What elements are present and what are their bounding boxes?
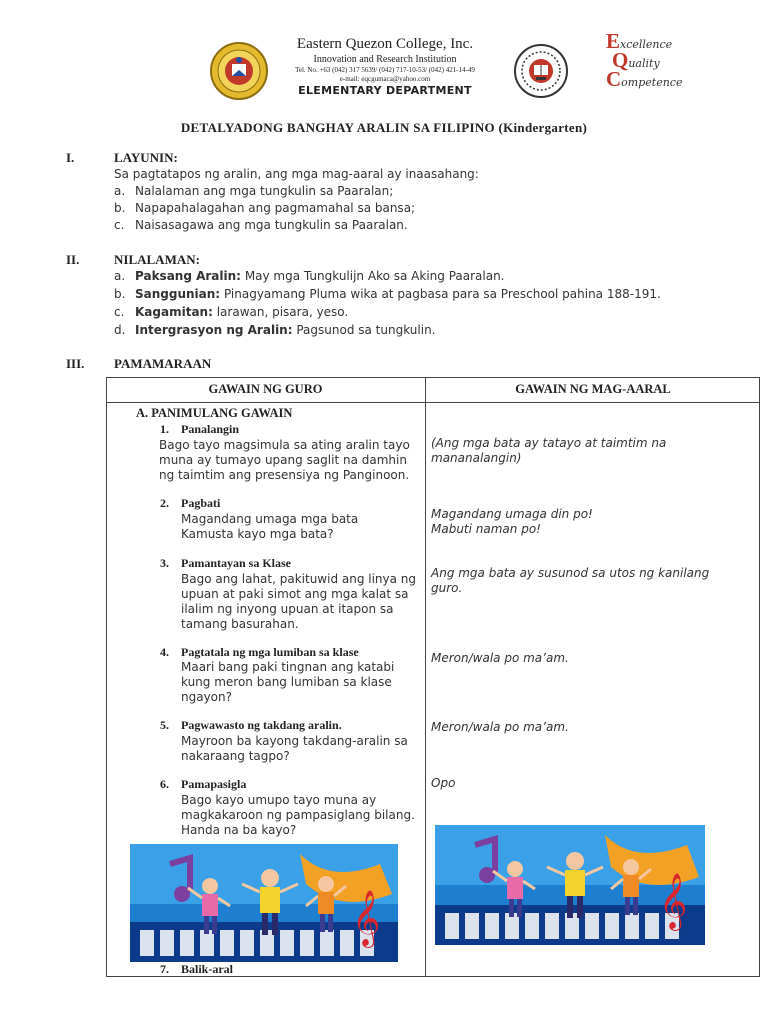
nilalaman-item-b xyxy=(135,287,661,301)
step-1-response: (Ang mga bata ay tatayo at taimtim na mananalangin) xyxy=(431,436,667,465)
step-2-number: 2. xyxy=(160,496,169,510)
step-3-response: Ang mga bata ay susunod sa utos ng kanilang guro. xyxy=(431,566,710,595)
step-4-number: 4. xyxy=(160,645,169,659)
step-7-title: Balik-aral xyxy=(181,962,234,976)
part-a-heading: A. PANIMULANG GAWAIN xyxy=(136,406,293,420)
exercise-illustration-left xyxy=(130,844,398,962)
nilalaman-item-a xyxy=(135,269,505,283)
table-column-divider xyxy=(425,377,426,977)
department-name: ELEMENTARY DEPARTMENT xyxy=(298,84,472,97)
step-4-title: Pagtatala ng mga lumiban sa klase xyxy=(181,645,359,659)
header-gawain-ng-mag-aaral: GAWAIN NG MAG-AARAL xyxy=(515,382,671,396)
step-2-title: Pagbati xyxy=(181,496,221,510)
intergrasyon-label: Intergrasyon ng Aralin: xyxy=(135,323,293,337)
svg-text:𝄞: 𝄞 xyxy=(352,890,381,946)
step-5-title: Pagwawasto ng takdang aralin. xyxy=(181,718,342,732)
layunin-letter-a: a. xyxy=(114,184,126,198)
step-4-response: Meron/wala po ma’am. xyxy=(431,651,569,665)
motto xyxy=(606,29,726,91)
kagamitan-value: larawan, pisara, yeso. xyxy=(216,305,349,319)
step-5-number: 5. xyxy=(160,718,169,732)
layunin-item-b: Napapahalagahan ang pagmamahal sa bansa; xyxy=(135,201,416,215)
section-number-layunin: I. xyxy=(66,150,75,165)
exercise-illustration-right xyxy=(435,825,705,945)
school-seal-right xyxy=(514,44,568,98)
seal-right-icon xyxy=(516,46,566,96)
section-title-pamamaraan: PAMAMARAAN xyxy=(114,356,212,371)
step-3-text: Bago ang lahat, pakituwid ang linya ng upuan at paki simot ang mga kalat sa ilalim ng inyong upuan at itapon sa tamang basurahan. xyxy=(181,572,417,631)
section-number-pamamaraan: III. xyxy=(66,356,85,371)
motto-excellence: Excellence xyxy=(606,29,673,53)
step-6-title: Pamapasigla xyxy=(181,777,247,791)
step-3-number: 3. xyxy=(160,556,169,570)
layunin-letter-c: c. xyxy=(114,218,125,232)
dancing-children-icon xyxy=(130,844,398,962)
svg-text:𝄞: 𝄞 xyxy=(659,873,688,929)
nilalaman-item-c xyxy=(135,305,348,319)
layunin-item-c: Naisasagawa ang mga tungkulin sa Paaralan. xyxy=(135,218,408,232)
college-email: e-mail: eqcgumaca@yahoo.com xyxy=(339,75,431,83)
section-title-nilalaman: NILALAMAN: xyxy=(114,252,200,267)
table-header-divider xyxy=(106,402,760,403)
step-3-title: Pamantayan sa Klase xyxy=(181,556,292,570)
step-7-number: 7. xyxy=(160,962,169,976)
header-gawain-ng-guro: GAWAIN NG GURO xyxy=(208,382,323,396)
college-name: Eastern Quezon College, Inc. xyxy=(296,36,474,52)
layunin-item-a: Nalalaman ang mga tungkulin sa Paaralan; xyxy=(135,184,394,198)
step-1-title: Panalangin xyxy=(181,422,240,436)
step-1-text: Bago tayo magsimula sa ating aralin tayo muna ay tumayo upang saglit na damhin ng taimtim ang presensiya ng Panginoon. xyxy=(159,438,410,482)
step-6-response: Opo xyxy=(431,776,456,790)
nilalaman-letter-c: c. xyxy=(114,305,125,319)
nilalaman-letter-d: d. xyxy=(114,323,126,337)
step-6-text: Bago kayo umupo tayo muna ay magkakaroon ng pampasiglang bilang. Handa na ba kayo? xyxy=(181,793,415,837)
step-5-response: Meron/wala po ma’am. xyxy=(431,720,569,734)
nilalaman-letter-b: b. xyxy=(114,287,126,301)
step-4-text: Maari bang paki tingnan ang katabi kung meron bang lumiban sa klase ngayon? xyxy=(181,660,395,704)
layunin-intro: Sa pagtatapos ng aralin, ang mga mag-aaral ay inaasahang: xyxy=(114,167,479,181)
motto-quality: Quality xyxy=(612,48,660,72)
nilalaman-item-d xyxy=(135,323,436,337)
college-subtitle: Innovation and Research Institution xyxy=(313,54,457,65)
document-title: DETALYADONG BANGHAY ARALIN SA FILIPINO (Kindergarten) xyxy=(180,120,588,135)
layunin-letter-b: b. xyxy=(114,201,126,215)
sanggunian-label: Sanggunian: xyxy=(135,287,221,301)
section-number-nilalaman: II. xyxy=(66,252,80,267)
paksang-aralin-label: Paksang Aralin: xyxy=(135,269,241,283)
step-5-text: Mayroon ba kayong takdang-aralin sa nakaraang tagpo? xyxy=(181,734,408,763)
step-6-number: 6. xyxy=(160,777,169,791)
step-2-response: Magandang umaga din po! Mabuti naman po! xyxy=(431,507,593,536)
step-1-number: 1. xyxy=(160,422,169,436)
college-telephone: Tel. No. +63 (042) 317 5639/ (042) 717-10-53/ (042) 421-14-49 xyxy=(295,66,475,74)
paksang-aralin-value: May mga Tungkulijn Ako sa Aking Paaralan. xyxy=(244,269,505,283)
intergrasyon-value: Pagsunod sa tungkulin. xyxy=(296,323,436,337)
motto-competence: Competence xyxy=(606,67,683,91)
section-title-layunin: LAYUNIN: xyxy=(114,150,178,165)
nilalaman-letter-a: a. xyxy=(114,269,126,283)
step-2-text: Magandang umaga mga bata Kamusta kayo mga bata? xyxy=(181,512,359,541)
sanggunian-value: Pinagyamang Pluma wika at pagbasa para sa Preschool pahina 188-191. xyxy=(223,287,661,301)
kagamitan-label: Kagamitan: xyxy=(135,305,213,319)
dancing-children-icon-right xyxy=(435,825,705,945)
